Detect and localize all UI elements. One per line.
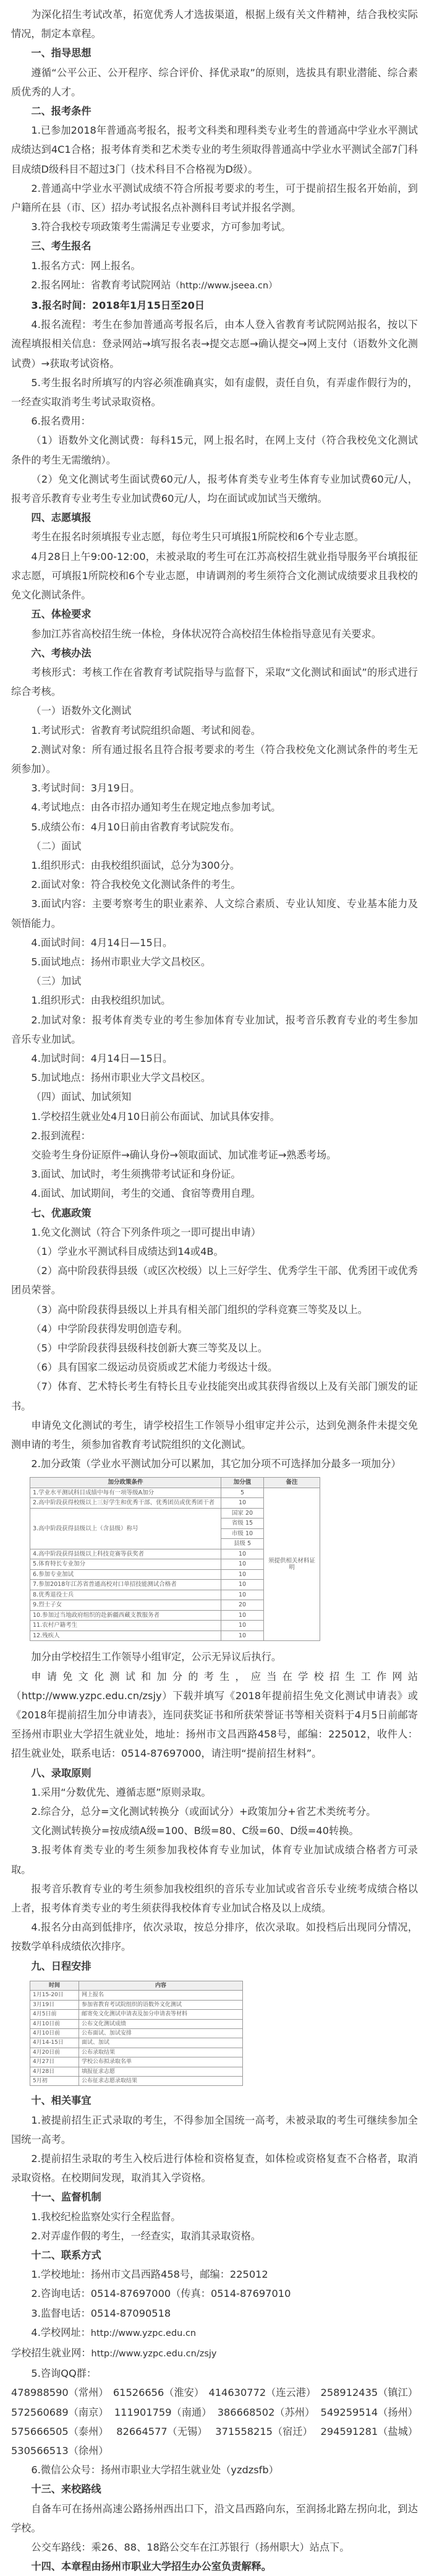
table-row xyxy=(30,2076,243,2085)
section-8-text: 报考音乐教育专业的考生须参加我校组织的音乐专业加试或省音乐专业统考成绩合格以上者，报考体育类专业的考生须获得我校体育专业加试合格及以上成绩。 xyxy=(11,1882,418,1915)
contact-address: 1.学校地址：扬州市文昌西路458号，邮编：225012 xyxy=(31,2268,268,2281)
table-cell: 1.学业水平测试科目成绩中每有一项等级A加分 xyxy=(30,1488,221,1498)
table-header-cell: 备注 xyxy=(264,1478,320,1488)
section-11-text: 2.对弄虚作假的考生，一经查实，取消其录取资格。 xyxy=(31,2229,261,2242)
table-cell: 4月20日前 xyxy=(30,2048,79,2057)
qq-group: 111901759（南通） xyxy=(114,2406,212,2418)
contact-phone: 2.咨询电话：0514-87697000（传真：0514-87697010 xyxy=(31,2288,291,2300)
qq-group: 572560689（南京） xyxy=(11,2406,109,2418)
list-item: 3.面试内容：主要考察考生的职业素养、人文综合素质、专业认知度、专业基本能力及领悟能力。 xyxy=(11,898,418,929)
list-item: （3）高中阶段获得县级以上并具有相关部门组织的学科竞赛三等奖及以上。 xyxy=(31,1303,368,1316)
table-row xyxy=(30,1991,243,2000)
section-heading-9: 九、日程安排 xyxy=(31,1960,91,1972)
section-3-text: 4.报名流程：考生在参加普通高考报名后，由本人登入省教育考试院网站报名，按以下流程填报相关信息：登录网站→填写报名表→提交志愿→确认提交→网上支付（语数外文化测试费）→获取考试资格。 xyxy=(11,319,418,369)
table-cell xyxy=(221,1518,264,1529)
table-cell: 邮寄免文化测试申请表及加分申请表等材料 xyxy=(79,2010,243,2019)
section-11-text: 1.我校纪检监察处实行全程监督。 xyxy=(31,2210,181,2223)
qq-group-label: 5.咨询QQ群： xyxy=(31,2367,97,2380)
section-heading-2: 二、报考条件 xyxy=(31,105,91,118)
wechat-account: 6.微信公众号：扬州市职业大学招生就业处（yzdzsfb） xyxy=(31,2464,279,2476)
qq-group: 61526656（淮安） xyxy=(113,2387,205,2399)
table-cell: 公布录取结果 xyxy=(79,2048,243,2057)
table-cell: 12.残疾人 xyxy=(30,1630,221,1641)
level-value: 5 xyxy=(247,1540,252,1548)
qq-group: 549259514（扬州） xyxy=(320,2406,418,2418)
level-value: 10 xyxy=(245,1530,253,1537)
section-8-text: 2.综合分，总分=文化测试转换分（或面试分）+政策加分+省艺术类统考分。 xyxy=(31,1806,376,1818)
table-cell: 5月初 xyxy=(30,2076,79,2085)
table-cell: 4月10日前 xyxy=(30,2019,79,2028)
section-heading-1: 一、指导思想 xyxy=(31,47,91,59)
section-3-text: 1.报名方式：网上报名。 xyxy=(31,259,141,272)
website-label: 学校招生就业网： xyxy=(11,2347,91,2359)
section-7-text: 加分由学校招生工作领导小组审定，公示无异议后执行。 xyxy=(31,1651,282,1663)
table-cell: 4月28日 xyxy=(30,2067,79,2076)
qq-row xyxy=(11,2403,418,2422)
table-cell: 6.参加专业加试 xyxy=(30,1569,221,1580)
table-cell: 20 xyxy=(221,1600,264,1611)
qq-row xyxy=(11,2441,418,2460)
table-cell: 填报征求志愿 xyxy=(79,2067,243,2076)
table-cell: 3.高中阶段获得县级以上（含县级）称号 xyxy=(30,1508,221,1549)
section-10-text: 1.被提前招生正式录取的考生，不得参加全国统一高考，未被录取的考生可继续参加全国统一高考。 xyxy=(11,2114,418,2145)
table-cell: 5.体育特长专业加分 xyxy=(30,1559,221,1570)
qq-group: 294591281（盐城） xyxy=(320,2425,418,2437)
section-3-text: 6.报名费用： xyxy=(31,415,91,428)
table-cell: 9.烈士子女 xyxy=(30,1600,221,1611)
subsection-heading: （二）面试 xyxy=(31,840,82,852)
table-cell: 10 xyxy=(221,1498,264,1509)
section-8-text: 文化测试转换分=按成绩A级=100、B级=80、C级=60、D级=40转换。 xyxy=(31,1825,359,1837)
section-1-text: 遵循“公平公正、公开程序、综合评价、择优录取”的原则，选拔具有职业潜能、综合素质优秀的人才。 xyxy=(11,66,418,98)
section-3-text: 5.考生报名时所填写的内容必须准确真实，如有虚假，责任自负，有弄虚作假行为的，一经查实取消考生考试录取资格。 xyxy=(11,376,418,408)
list-item: 2.测试对象：所有通过报名且符合报考要求的考生（符合我校免文化测试条件的考生无须参加）。 xyxy=(11,743,418,775)
list-item: 交验考生身份证原件→确认身份→领取面试、加试准考证→熟悉考场。 xyxy=(31,1148,337,1161)
list-item: （1）学业水平测试科目成绩达到14或4B。 xyxy=(31,1246,224,1257)
table-cell: 2.高中阶段获得校级以上三好学生和优秀干部、优秀团员或优秀团干者 xyxy=(30,1498,221,1509)
table-header-row xyxy=(30,1478,320,1488)
table-header-cell: 时间 xyxy=(30,1981,79,1990)
table-cell: 10 xyxy=(221,1569,264,1580)
table-cell: 学校公布拟录取名单 xyxy=(79,2057,243,2067)
section-heading-3: 三、考生报名 xyxy=(31,240,91,252)
list-item: 2.报到流程： xyxy=(31,1129,91,1142)
section-8-text: 4.报名分由高到低排序，依次录取，按总分排序，依次录取。如投档后出现同分情况，按数学单科成绩依次排序。 xyxy=(11,1921,418,1953)
section-7-text: 申请免文化测试和加分的考生，应当在学校招生工作网站（http://www.yzpc.edu.cn/zsjy）下载并填写《2018年提前招生免文化测试申请表》或《2018年提前招生加分申请表》，连同获奖证书和所获荣誉证书等相关资料于4月5日前邮寄至扬州市职业大学招生就业处，地址：扬州市文昌西路458号，邮编：225012，收件人：招生就业处，联系电话：0514-87697000，请注明“提前招生材料”。 xyxy=(11,1670,418,1760)
qq-group: 478988590（常州） xyxy=(11,2387,109,2399)
section-heading-7: 七、优惠政策 xyxy=(31,1207,91,1219)
qq-group: 575666505（泰州） xyxy=(11,2425,109,2437)
table-header-row xyxy=(30,1981,243,1990)
qq-group: 386668502（苏州） xyxy=(217,2406,315,2418)
table-row xyxy=(30,2038,243,2048)
table-cell: 4月27日 xyxy=(30,2057,79,2067)
table-row xyxy=(30,2010,243,2019)
school-website-line xyxy=(11,2323,418,2343)
table-cell: 10 xyxy=(221,1580,264,1590)
section-4-text: 4月28日上午9:00-12:00，未被录取的考生可在江苏高校招生就业指导服务平台填报征求志愿，可填报1所院校和6个专业志愿，申请调剂的考生须符合文化测试成绩要求且我校的免文化测试条件。 xyxy=(11,550,418,601)
intro-paragraph: 为深化招生考试改革，拓宽优秀人才选拔渠道，根据上级有关文件精神，结合我校实际情况，制定本章程。 xyxy=(11,9,418,40)
level-label: 县级 xyxy=(233,1540,245,1548)
table-cell: 11.农村户籍考生 xyxy=(30,1621,221,1631)
table-row xyxy=(30,2019,243,2028)
section-heading-12: 十二、联系方式 xyxy=(31,2249,101,2261)
level-label: 省级 xyxy=(231,1520,244,1527)
table-cell: 10 xyxy=(221,1610,264,1621)
table-cell xyxy=(221,1539,264,1549)
table-cell: 3月19日 xyxy=(30,2000,79,2009)
subsection-heading: （四）面试、加试须知 xyxy=(31,1091,132,1103)
school-website-link[interactable]: http://www.yzpc.edu.cn xyxy=(90,2328,197,2338)
section-heading-13: 十三、来校路线 xyxy=(31,2483,101,2496)
table-cell xyxy=(221,1528,264,1539)
qq-group: 530566513（徐州） xyxy=(11,2445,109,2457)
bonus-policy-table xyxy=(30,1477,320,1641)
table-cell: 10.参加过当地政府组织的赴新疆西藏支教服务者 xyxy=(30,1610,221,1621)
section-2-text: 1.已参加2018年普通高考报名，报考文科类和理科类专业考生的普通高中学业水平测试成绩达到4C1合格；报考体育类和艺术类专业的考生须取得普通高中学业水平测试全部7门科目成绩D级科目不超过3门（技术科目不合格视为D级）。 xyxy=(11,124,418,175)
section-7-text: 1.免文化测试（符合下列条件项之一即可提出申请） xyxy=(31,1226,261,1238)
table-row xyxy=(30,2028,243,2038)
level-label: 国家 xyxy=(231,1509,244,1517)
section-10-text: 2.提前招生录取的考生入校后进行体检和资格复查，如体检或资格复查不合格者，取消录取资格。在校期间发现，取消其入学资格。 xyxy=(11,2152,418,2184)
list-item: 5.成绩公布：4月10日前由省教育考试院发布。 xyxy=(31,821,240,833)
section-8-text: 1.采用“分数优先、遵循志愿”原则录取。 xyxy=(31,1786,211,1798)
section-2-text: 3.符合我校专项政策考生需满足专业要求，方可参加考试。 xyxy=(31,221,291,233)
level-value: 15 xyxy=(245,1520,253,1527)
section-2-text: 2.普通高中学业水平测试成绩不符合所报考要求的考生，可于提前招生报名开始前，到户籍所在县（市、区）招办考试报名点补测科目考试并报名学测。 xyxy=(11,182,418,214)
website-label: 4.学校网址： xyxy=(31,2326,91,2338)
list-item: 2.面试对象：符合我校免文化测试条件的考生。 xyxy=(31,879,241,891)
list-item: 1.考试形式：省教育考试院组织命题、考试和阅卷。 xyxy=(31,724,261,736)
section-3-text: 3.报名时间：2018年1月15日至20日 xyxy=(31,299,205,312)
table-cell: 10 xyxy=(221,1621,264,1631)
list-item: 5.面试地点：扬州市职业大学文昌校区。 xyxy=(31,955,211,968)
level-label: 市级 xyxy=(231,1530,244,1537)
list-item: 4.面试时间：4月14日—15日。 xyxy=(31,936,173,949)
level-value: 20 xyxy=(245,1509,253,1517)
section-heading-4: 四、志愿填报 xyxy=(31,512,91,524)
table-cell: 10 xyxy=(221,1590,264,1600)
section-3-text: （1）语数外文化测试费：每科15元，网上报名时，在网上支付（符合我校免文化测试条件的考生无需缴纳）。 xyxy=(11,434,418,466)
table-row xyxy=(30,2048,243,2057)
route-text: 自备车可在扬州高速公路扬州西出口下，沿文昌西路向东，至润扬北路左拐向北，到达学校。 xyxy=(11,2502,418,2534)
qq-row xyxy=(11,2383,418,2402)
qq-group-list xyxy=(11,2383,418,2460)
table-cell: 10 xyxy=(221,1559,264,1570)
list-item: （2）高中阶段获得县级（或区次校级）以上三好学生、优秀学生干部、优秀团干或优秀团员荣誉。 xyxy=(11,1265,418,1296)
qq-group: 258912435（镇江） xyxy=(320,2387,418,2399)
table-cell: 8.优秀退役士兵 xyxy=(30,1590,221,1600)
qq-group: 414630772（连云港） xyxy=(208,2387,316,2399)
list-item: 1.组织形式：由我校组织面试，总分为300分。 xyxy=(31,859,240,871)
list-item: （7）体育、艺术特长考生有特长且专业技能突出或其获得省级以上及有关部门颁发的证书。 xyxy=(11,1381,418,1412)
section-4-text: 考生在报名时须填报专业志愿，每位考生只可填报1所院校和6个专业志愿。 xyxy=(31,531,364,543)
qq-group: 371558215（宿迁） xyxy=(215,2425,313,2437)
table-header-cell: 加分政策条件 xyxy=(30,1478,221,1488)
table-cell: 1月15-20日 xyxy=(30,1991,79,2000)
table-cell: 公布征求志愿录取结果 xyxy=(79,2076,243,2085)
table-cell: 4月5日前 xyxy=(30,2010,79,2019)
qq-group: 82664577（无锡） xyxy=(116,2425,208,2437)
table-cell: 网上报名 xyxy=(79,1991,243,2000)
table-cell: 4月14-15日 xyxy=(30,2038,79,2048)
table-note-cell: 须提供相关材料证明 xyxy=(264,1488,320,1641)
list-item: 1.学校招生就业处4月10日前公布面试、加试具体安排。 xyxy=(31,1110,280,1122)
section-heading-5: 五、体检要求 xyxy=(31,608,91,621)
list-item: 1.组织形式：由我校组织加试。 xyxy=(31,994,171,1007)
table-header-cell: 加分值 xyxy=(221,1478,264,1488)
subsection-heading: （三）加试 xyxy=(31,975,82,988)
table-cell: 4.高中阶段获得县级以上科技竞赛等获奖者 xyxy=(30,1549,221,1559)
section-7-text: 申请免文化测试的考生，请学校招生工作领导小组审定并公示，达到免测条件未提交免测申请的考生，须参加省教育考试院组织的文化测试。 xyxy=(11,1419,418,1451)
qq-row xyxy=(11,2422,418,2441)
list-item: 3.面试、加试时，考生须携带考试证和身份证。 xyxy=(31,1168,241,1181)
route-text: 公交车路线：乘26、88、18路公交车在江苏银行（扬州职大）站点下。 xyxy=(31,2541,350,2554)
list-item: 4.面试、加试期间，考生的交通、食宿等费用自理。 xyxy=(31,1187,261,1200)
section-6-text: 考核形式：考核工作在省教育考试院指导与监督下，采取“文化测试和面试”的形式进行综合考核。 xyxy=(11,666,418,698)
supervision-phone: 3.监督电话：0514-87090518 xyxy=(31,2307,171,2319)
exam-site-link[interactable]: （http://www.jseea.cn） xyxy=(171,280,278,291)
section-3-url-line xyxy=(11,275,418,296)
table-cell xyxy=(221,1508,264,1518)
section-heading-10: 十、相关事宜 xyxy=(31,2095,91,2107)
table-cell: 10 xyxy=(221,1630,264,1641)
list-item: （4）中学阶段获得发明创造专利。 xyxy=(31,1322,188,1335)
list-item: （6）具有国家二级运动员资质或艺术能力考级达十级。 xyxy=(31,1361,278,1374)
table-row xyxy=(30,2067,243,2076)
table-cell: 7.参加2018年江苏省普通高校对口单招技能测试合格者 xyxy=(30,1580,221,1590)
section-5-text: 参加江苏省高校招生统一体检，身体状况符合高校招生体检指导意见有关要求。 xyxy=(31,627,381,640)
table-row xyxy=(30,1488,320,1498)
table-cell: 公布面试、加试安排 xyxy=(79,2028,243,2038)
table-cell: 面试、加试 xyxy=(79,2038,243,2048)
section-3-text: （2）免文化测试考生面试费60元/人，报考体育类专业考生体育专业加试费60元/人，报考音乐教育专业考生专业加试费60元/人，均在面试或加试当天缴纳。 xyxy=(11,473,418,505)
section-heading-11: 十一、监督机制 xyxy=(31,2191,101,2203)
section-heading-6: 六、考核办法 xyxy=(31,647,91,659)
section-heading-8: 八、录取原则 xyxy=(31,1767,91,1779)
admission-website-line xyxy=(11,2343,418,2364)
table-cell: 5 xyxy=(221,1488,264,1498)
schedule-table xyxy=(30,1981,243,2086)
table-cell: 参加省教育考试院组织的语数外文化测试 xyxy=(79,2000,243,2009)
table-row xyxy=(30,2057,243,2067)
subsection-heading: （一）语数外文化测试 xyxy=(31,705,132,717)
list-item: 5.加试地点：扬州市职业大学文昌校区。 xyxy=(31,1072,211,1084)
section-heading-14: 十四、本章程由扬州市职业大学招生办公室负责解释。 xyxy=(31,2561,271,2573)
list-item: 2.加试对象：报考体育类专业的考生参加体育专业加试，报考音乐教育专业的考生参加音乐专业加试。 xyxy=(11,1014,418,1045)
table-cell: 4月10日前 xyxy=(30,2028,79,2038)
list-item: 4.考试地点：由各市招办通知考生在规定地点参加考试。 xyxy=(31,801,281,814)
url-label: 2.报名网址：省教育考试院网站 xyxy=(31,278,171,291)
section-7-text: 2.加分政策（学业水平测试加分可以累加，其它加分项不可选择加分最多一项加分） xyxy=(31,1458,401,1470)
table-row xyxy=(30,2000,243,2009)
table-cell: 公布文化测试成绩 xyxy=(79,2019,243,2028)
table-cell: 10 xyxy=(221,1549,264,1559)
table-header-cell: 内容 xyxy=(79,1981,243,1990)
section-8-text: 3.报考体育类专业的考生须参加我校体育专业加试，体育专业加试成绩合格者方可录取。 xyxy=(11,1844,418,1876)
list-item: 4.加试时间：4月14日—15日。 xyxy=(31,1052,173,1064)
list-item: （5）中学阶段获得县级科技创新大赛三等奖及以上。 xyxy=(31,1342,268,1355)
admission-website-link[interactable]: http://www.yzpc.edu.cn/zsjy xyxy=(91,2349,217,2359)
list-item: 3.考试时间：3月19日。 xyxy=(31,782,140,795)
